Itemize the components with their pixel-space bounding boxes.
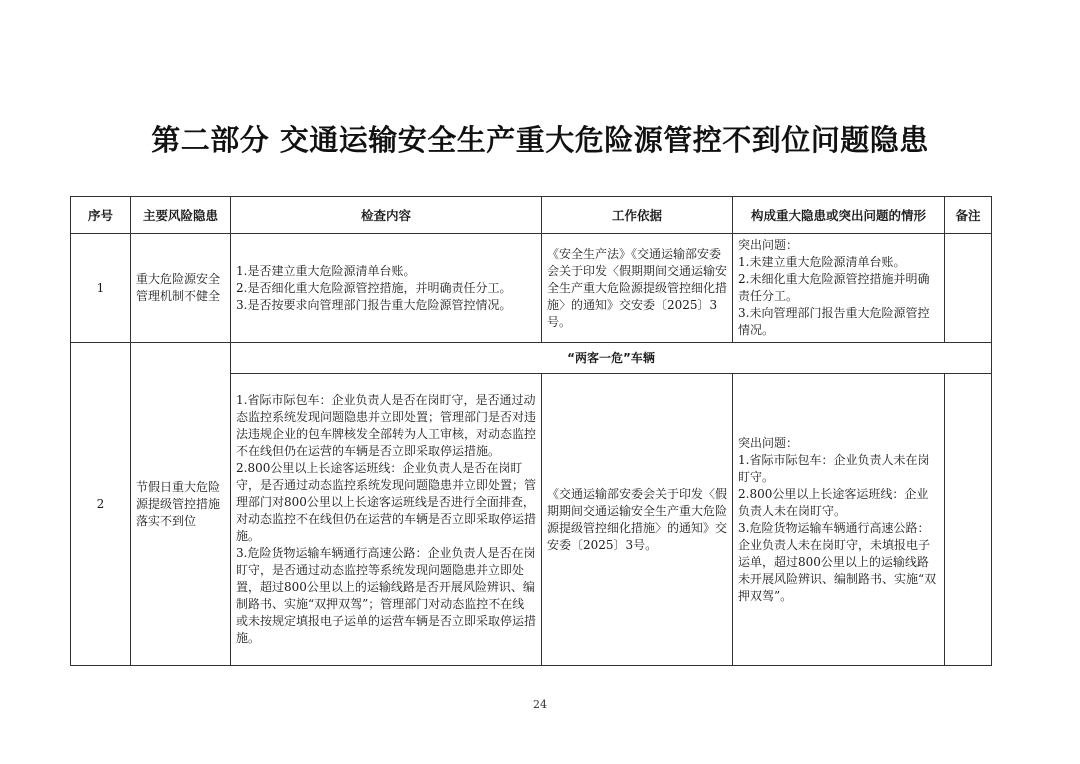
row-basis: 《交通运输部安委会关于印发〈假期期间交通运输安全生产重大危险源提级管控细化措施〉的通知》交安委〔2025〕3号。 [542,374,733,666]
situation-line: 突出问题： [738,238,799,252]
row-content [231,234,542,343]
situation-line: 3.未向管理部门报告重大危险源管控情况。 [738,306,930,337]
row-note [945,234,992,343]
header-content: 检查内容 [231,197,542,234]
situation-line: 1.省际市际包车：企业负责人未在岗盯守。 [738,452,930,484]
hazard-table [70,196,992,666]
page-number: 24 [533,698,547,711]
row-basis: 《安全生产法》《交通运输部安委会关于印发〈假期期间交通运输安全生产重大危险源提级管控细化措施〉的通知》交安委〔2025〕3号。 [542,234,733,343]
content-line: 3.是否按要求向管理部门报告重大危险源管控情况。 [236,297,512,312]
header-note: 备注 [945,197,992,234]
content-line: 1.省际市际包车：企业负责人是否在岗盯守，是否通过动态监控系统发现问题隐患并立即处置；管理部门是否对违法违规企业的包车牌核发全部转为人工审核，对动态监控不在线但仍在运营的车辆是否立即采取停运措施。 [236,393,537,458]
situation-line: 1.未建立重大危险源清单台账。 [738,255,906,269]
row-no: 1 [71,234,131,343]
header-risk: 主要风险隐患 [131,197,231,234]
row-subheader: “两客一危”车辆 [231,343,992,374]
content-line: 2.是否细化重大危险源管控措施，并明确责任分工。 [236,280,512,295]
row-no: 2 [71,343,131,666]
page-title: 第二部分 交通运输安全生产重大危险源管控不到位问题隐患 [151,123,929,157]
row-content [231,374,542,666]
header-no: 序号 [71,197,131,234]
row-risk: 重大危险源安全管理机制不健全 [131,234,231,343]
situation-line: 突出问题： [738,435,799,450]
situation-line: 3.危险货物运输车辆通行高速公路：企业负责人未在岗盯守，未填报电子运单，超过800公里以上的运输线路未开展风险辨识、编制路书、实施“双押双驾”。 [738,520,937,603]
content-line: 2.800公里以上长途客运班线：企业负责人是否在岗盯守，是否通过动态监控系统发现问题隐患并立即处置；管理部门对800公里以上长途客运班线是否进行全面排查，对动态监控不在线但仍在运营的车辆是否立即采取停运措施。 [236,461,537,543]
situation-line: 2.未细化重大危险源管控措施并明确责任分工。 [738,272,930,303]
content-line: 1.是否建立重大危险源清单台账。 [236,263,416,278]
header-situation: 构成重大隐患或突出问题的情形 [733,197,945,234]
header-basis: 工作依据 [542,197,733,234]
row-situation [733,234,945,343]
situation-line: 2.800公里以上长途客运班线：企业负责人未在岗盯守。 [738,486,929,518]
table-header-row [71,197,992,234]
content-line: 3.危险货物运输车辆通行高速公路：企业负责人是否在岗盯守，是否通过动态监控等系统发现问题隐患并立即处置，超过800公里以上的运输线路是否开展风险辨识、编制路书、实施“双押双驾”；管理部门对动态监控不在线或未按规定填报电子运单的运营车辆是否立即采取停运措施。 [236,546,537,645]
row-situation [733,374,945,666]
table-row [71,234,992,343]
row-note [945,374,992,666]
row-risk: 节假日重大危险源提级管控措施落实不到位 [131,343,231,666]
table-row [71,343,992,374]
